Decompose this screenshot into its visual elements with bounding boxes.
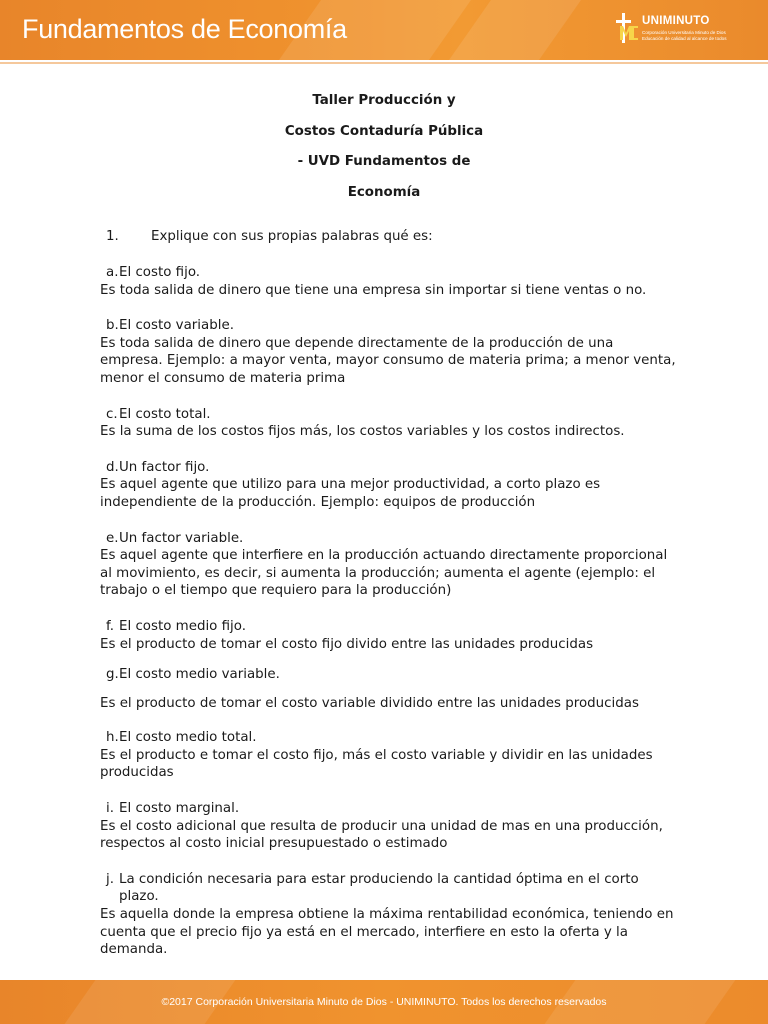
question-number: 1.	[106, 229, 119, 244]
item-answer: Es toda salida de dinero que tiene una empresa sin importar si tiene ventas o no.	[100, 282, 647, 298]
item-label	[100, 800, 680, 818]
item-label-text: El costo fijo.	[119, 265, 201, 280]
item-answer: Es toda salida de dinero que depende directamente de la producción de una empresa. Ejemplo: a mayor venta, mayor consumo de materia prima; a menor venta, menor el consumo de materia prima	[100, 335, 676, 386]
document-body	[100, 228, 680, 959]
title-line: Costos Contaduría Pública	[284, 123, 484, 139]
item-label-text: Un factor variable.	[119, 530, 244, 546]
question-item	[100, 264, 680, 299]
item-label-text: La condición necesaria para estar produciendo la cantidad óptima en el corto plazo.	[119, 871, 639, 905]
item-answer: Es el costo adicional que resulta de producir una unidad de mas en una producción, respectos al costo inicial presupuestado o estimado	[100, 818, 663, 852]
question-item	[100, 800, 680, 853]
logo-tagline: Educación de calidad al alcance de todos	[642, 36, 727, 41]
question-item	[100, 459, 680, 512]
item-label	[100, 459, 680, 477]
question-item	[100, 530, 680, 600]
uniminuto-logo	[614, 12, 740, 46]
item-letter: j.	[106, 871, 114, 887]
header-title: Fundamentos de Economía	[22, 14, 347, 44]
logo-mark-icon	[614, 12, 640, 44]
item-label	[100, 729, 680, 747]
item-label-text: El costo medio total.	[119, 730, 257, 746]
item-letter: i.	[106, 801, 114, 817]
item-letter: f.	[106, 618, 114, 634]
item-letter: d.	[106, 459, 119, 475]
item-label	[100, 666, 680, 684]
question-intro	[106, 228, 680, 246]
item-label-text: El costo variable.	[119, 318, 234, 334]
question-item	[100, 871, 680, 959]
item-label	[100, 317, 680, 335]
item-letter: b.	[106, 318, 119, 334]
document-title	[190, 86, 578, 208]
header-divider	[0, 62, 768, 64]
item-answer: Es el producto de tomar el costo variable dividido entre las unidades producidas	[100, 695, 639, 711]
title-line: Taller Producción y	[312, 93, 456, 108]
question-item	[100, 317, 680, 387]
item-letter: a.	[106, 265, 119, 280]
question-text: Explique con sus propias palabras qué es:	[151, 229, 433, 244]
item-letter: h.	[106, 730, 119, 746]
page-header	[0, 0, 768, 60]
item-letter: c.	[106, 406, 118, 422]
item-letter: e.	[106, 530, 119, 546]
footer-copyright: ©2017 Corporación Universitaria Minuto de Dios - UNIMINUTO. Todos los derechos reservados	[161, 996, 607, 1008]
item-letter: g.	[106, 667, 119, 683]
item-answer: Es la suma de los costos fijos más, los costos variables y los costos indirectos.	[100, 424, 625, 440]
question-item	[100, 729, 680, 782]
item-label	[100, 871, 680, 906]
item-label-text: El costo medio variable.	[119, 667, 280, 683]
item-label	[100, 618, 680, 636]
logo-name: UNIMINUTO	[642, 15, 710, 27]
item-label-text: El costo marginal.	[119, 801, 240, 817]
logo-subtitle: Corporación Universitaria Minuto de Dios	[642, 30, 726, 35]
question-item	[100, 406, 680, 441]
item-answer: Es aquel agente que utilizo para una mejor productividad, a corto plazo es independiente de la producción. Ejemplo: equipos de producción	[100, 477, 601, 510]
item-label-text: El costo total.	[119, 406, 211, 422]
title-line: - UVD Fundamentos de	[297, 154, 471, 169]
title-line: Economía	[347, 184, 421, 200]
item-label	[100, 530, 680, 548]
question-item	[100, 618, 680, 653]
question-item	[100, 666, 680, 712]
item-label	[100, 406, 680, 424]
item-answer: Es aquella donde la empresa obtiene la máxima rentabilidad económica, teniendo en cuenta que el precio fijo ya está en el mercado, interfiere en esto la oferta y la demanda.	[100, 907, 674, 958]
item-answer: Es el producto e tomar el costo fijo, más el costo variable y dividir en las unidades producidas	[100, 747, 653, 781]
header-decoration	[449, 0, 581, 60]
item-label	[100, 264, 680, 282]
item-answer: Es aquel agente que interfiere en la producción actuando directamente proporcional al movimiento, es decir, si aumenta la producción; aumenta el agente (ejemplo: el trabajo o el tiempo que requiero para la producción)	[100, 548, 668, 599]
item-answer: Es el producto de tomar el costo fijo divido entre las unidades producidas	[100, 636, 594, 652]
item-label-text: Un factor fijo.	[119, 459, 210, 475]
page-footer	[0, 980, 768, 1024]
item-label-text: El costo medio fijo.	[119, 618, 246, 634]
